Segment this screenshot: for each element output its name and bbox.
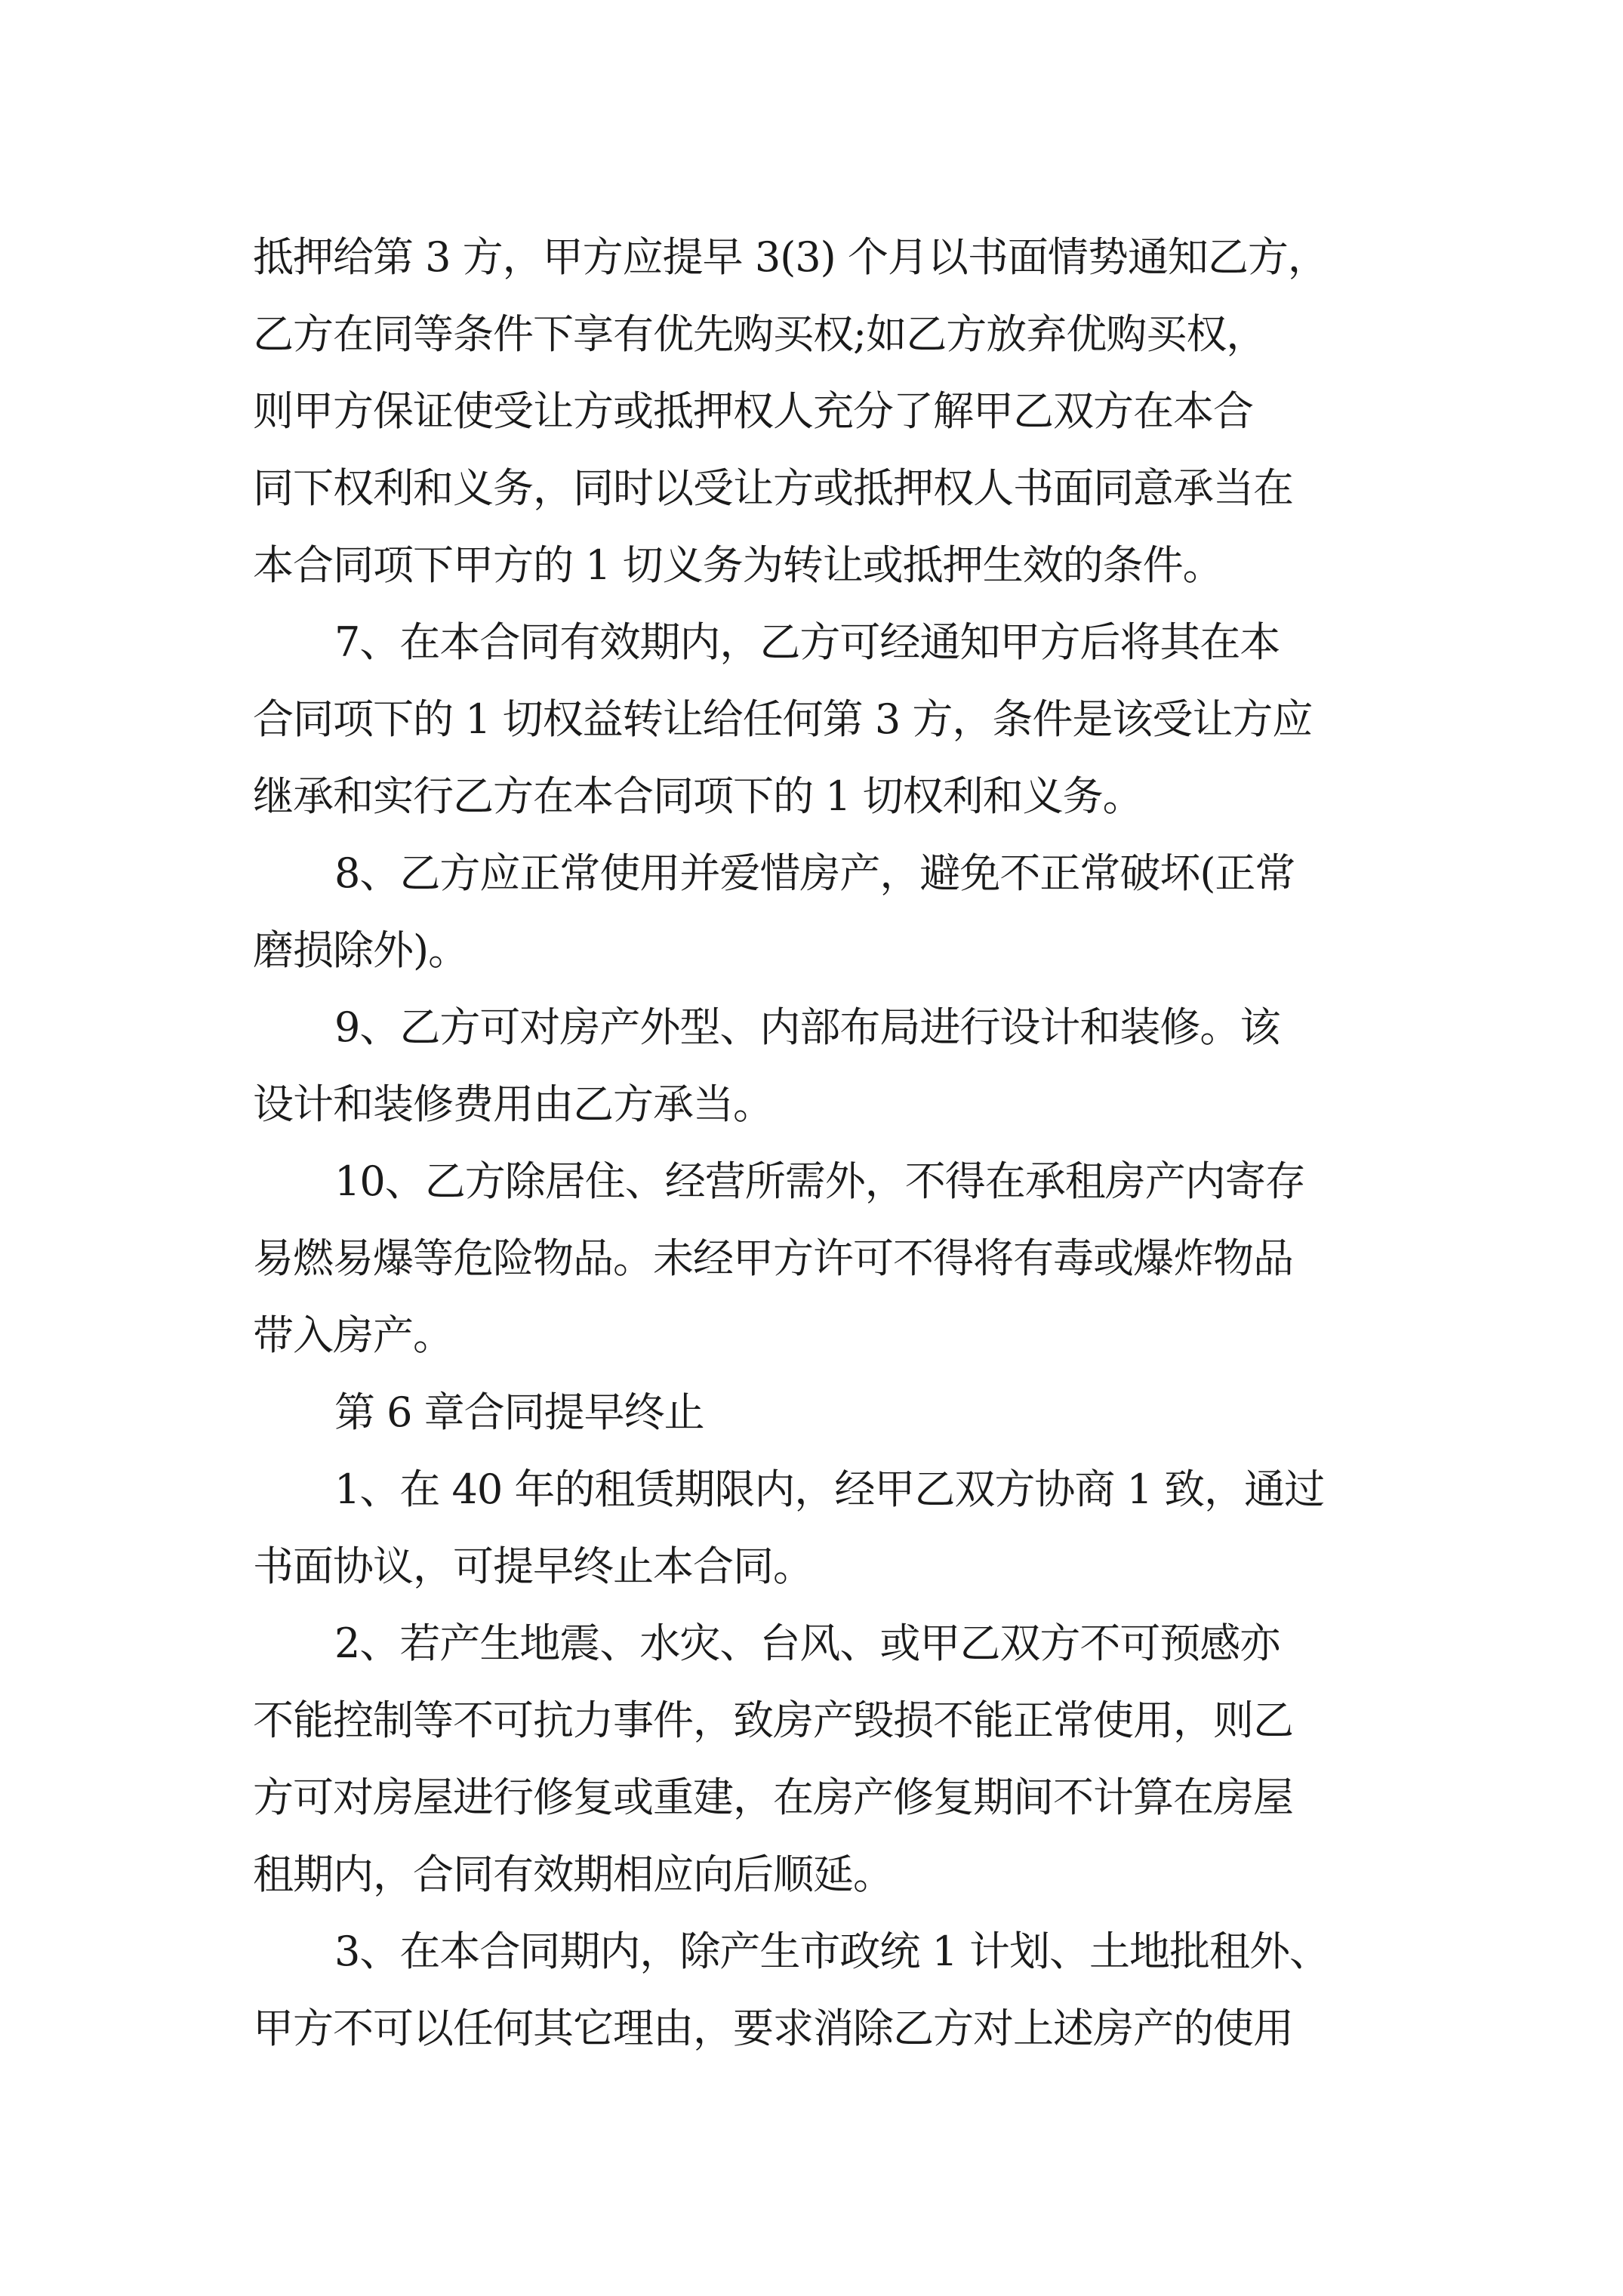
text-line-2: 乙方在同等条件下享有优先购买权;如乙方放弃优购买权， — [253, 310, 1267, 358]
clause-10-line-2: 易燃易爆等危险物品。未经甲方许可不得将有毒或爆炸物品 — [253, 1234, 1293, 1282]
ch6-clause-2-line-4: 租期内，合同有效期相应向后顺延。 — [253, 1851, 893, 1898]
clause-8-line-1: 8、乙方应正常使用并爱惜房产，避免不正常破坏(正常 — [334, 849, 1295, 897]
clause-10-line-3: 带入房产。 — [253, 1311, 453, 1359]
ch6-clause-3-line-1: 3、在本合同期内，除产生市政统 1 计划、土地批租外、 — [334, 1928, 1330, 1975]
clause-7-line-2: 合同项下的 1 切权益转让给任何第 3 方，条件是该受让方应 — [253, 695, 1313, 743]
ch6-clause-3-line-2: 甲方不可以任何其它理由，要求消除乙方对上述房产的使用 — [253, 2005, 1293, 2052]
contract-text — [253, 219, 1389, 2067]
text-line-3: 则甲方保证使受让方或抵押权人充分了解甲乙双方在本合 — [253, 387, 1253, 435]
text-line-1: 抵押给第 3 方，甲方应提早 3(3) 个月以书面情势通知乙方， — [253, 233, 1328, 281]
clause-7-line-1: 7、在本合同有效期内，乙方可经通知甲方后将其在本 — [334, 618, 1280, 666]
ch6-clause-1-line-1: 1、在 40 年的租赁期限内，经甲乙双方协商 1 致，通过 — [334, 1465, 1325, 1513]
ch6-clause-1-line-2: 书面协议，可提早终止本合同。 — [253, 1542, 813, 1590]
text-line-5: 本合同项下甲方的 1 切义务为转让或抵押生效的条件。 — [253, 541, 1223, 589]
ch6-clause-2-line-2: 不能控制等不可抗力事件，致房产毁损不能正常使用，则乙 — [253, 1697, 1293, 1744]
text-line-4: 同下权利和义务，同时以受让方或抵押权人书面同意承当在 — [253, 464, 1293, 512]
clause-8-line-2: 磨损除外)。 — [253, 926, 469, 974]
ch6-clause-2-line-1: 2、若产生地震、水灾、台风、或甲乙双方不可预感亦 — [334, 1620, 1280, 1667]
chapter-6-heading: 第 6 章合同提早终止 — [334, 1388, 704, 1436]
clause-10-line-1: 10、乙方除居住、经营所需外，不得在承租房产内寄存 — [334, 1157, 1305, 1205]
ch6-clause-2-line-3: 方可对房屋进行修复或重建，在房产修复期间不计算在房屋 — [253, 1774, 1293, 1821]
clause-9-line-2: 设计和装修费用由乙方承当。 — [253, 1080, 773, 1128]
clause-7-line-3: 继承和实行乙方在本合同项下的 1 切权利和义务。 — [253, 772, 1143, 820]
clause-9-line-1: 9、乙方可对房产外型、内部布局进行设计和装修。该 — [334, 1003, 1280, 1051]
